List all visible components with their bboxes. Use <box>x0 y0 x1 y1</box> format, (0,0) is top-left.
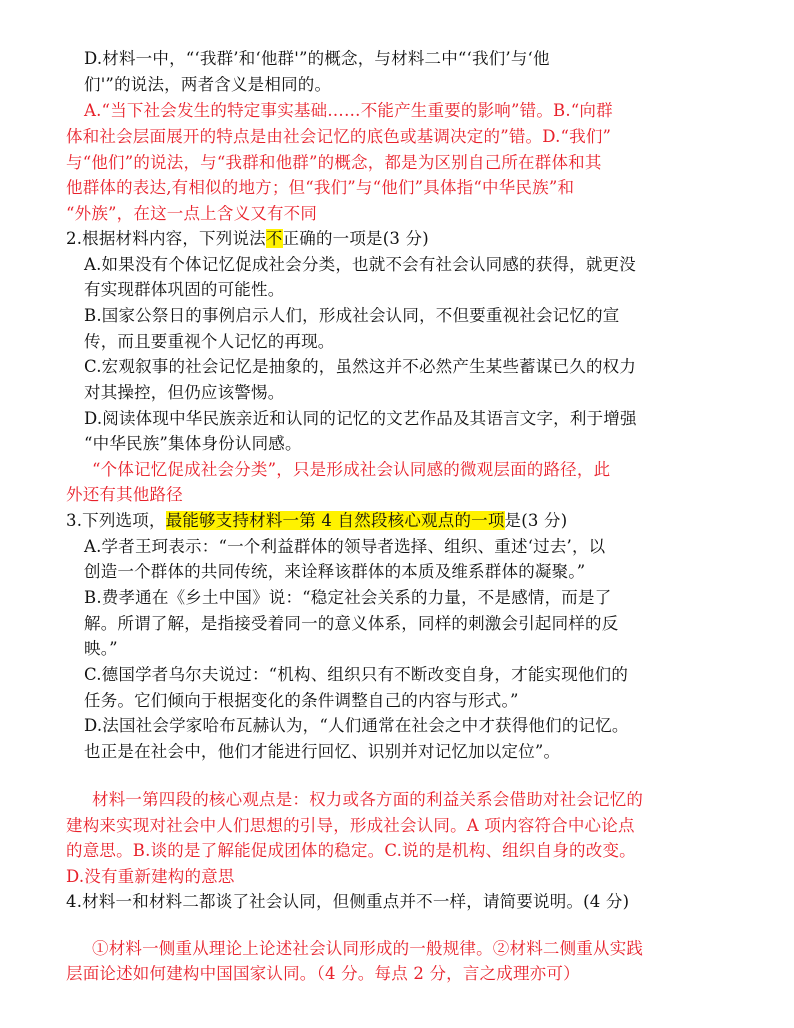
q3-stem-before: 3.下列选项， <box>66 511 166 530</box>
q2-option-b-line1: B.国家公祭日的事例启示人们，形成社会认同，不但要重视社会记忆的宣 <box>84 306 620 325</box>
q2-option-d-line2: “中华民族”集体身份认同感。 <box>84 434 302 453</box>
q2-option-a-line1: A.如果没有个体记忆促成社会分类，也就不会有社会认同感的获得，就更没 <box>84 255 636 274</box>
q1-option-d-line1: D.材料一中，“‘我群’和‘他群'”的概念，与材料二中“‘我们’与‘他 <box>84 49 550 68</box>
q1-option-d-line2: 们'”的说法，两者含义是相同的。 <box>84 75 332 94</box>
q3-stem-highlight: 最能够支持材料一第 4 自然段核心观点的一项 <box>165 511 505 530</box>
q3-answer-line4: D.没有重新建构的意思 <box>66 867 235 886</box>
q3-option-a-line1: A.学者王珂表示：“一个利益群体的领导者选择、组织、重述‘过去’，以 <box>84 537 606 556</box>
q2-option-c-line2: 对其操控，但仍应该警惕。 <box>84 383 285 402</box>
q1-answer-line1: A.“当下社会发生的特定事实基础……不能产生重要的影响”错。B.“向群 <box>84 101 613 120</box>
q2-stem-before: 2.根据材料内容，下列说法 <box>66 229 266 248</box>
q3-option-b-line1: B.费孝通在《乡土中国》说：“稳定社会关系的力量，不是感情，而是了 <box>84 588 612 607</box>
q2-stem-highlight: 不 <box>265 229 283 248</box>
q3-option-d-line2: 也正是在社会中，他们才能进行回忆、识别并对记忆加以定位”。 <box>84 742 561 761</box>
q1-answer-line5: “外族”，在这一点上含义又有不同 <box>66 204 318 223</box>
q3-stem <box>66 509 567 533</box>
q2-answer-line2: 外还有其他路径 <box>66 485 183 504</box>
q3-option-d-line1: D.法国社会学家哈布瓦赫认为，“人们通常在社会之中才获得他们的记忆。 <box>84 716 629 735</box>
q4-answer-line1: ①材料一侧重从理论上论述社会认同形成的一般规律。②材料二侧重从实践 <box>92 939 644 958</box>
q3-option-c-line1: C.德国学者乌尔夫说过：“机构、组织只有不断改变自身，才能实现他们的 <box>84 665 629 684</box>
q2-option-c-line1: C.宏观叙事的社会记忆是抽象的，虽然这并不必然产生某些蓄谋已久的权力 <box>84 357 637 376</box>
q3-answer-line2: 建构来实现对社会中人们思想的引导，形成社会认同。A 项内容符合中心论点 <box>66 816 635 835</box>
q4-answer-line2: 层面论述如何建构中国国家认同。（4 分。每点 2 分，言之成理亦可） <box>66 964 580 983</box>
q3-option-b-line3: 映。” <box>84 639 118 658</box>
q1-answer-line2: 体和社会层面展开的特点是由社会记忆的底色或基调决定的”错。D.“我们” <box>66 127 612 146</box>
q1-answer-line3: 与“他们”的说法，与“我群和他群”的概念，都是为区别自己所在群体和其 <box>66 153 602 172</box>
q4-stem: 4.材料一和材料二都谈了社会认同，但侧重点并不一样，请简要说明。(4 分) <box>66 892 630 911</box>
q3-option-a-line2: 创造一个群体的共同传统，来诠释该群体的本质及维系群体的凝聚。” <box>84 562 586 581</box>
q3-option-b-line2: 解。所谓了解，是指接受着同一的意义体系，同样的刺激会引起同样的反 <box>84 614 619 633</box>
q3-stem-after: 是(3 分) <box>504 511 568 530</box>
q3-option-c-line2: 任务。它们倾向于根据变化的条件调整自己的内容与形式。” <box>84 691 519 710</box>
q2-answer-line1: “个体记忆促成社会分类”，只是形成社会认同感的微观层面的路径，此 <box>92 460 611 479</box>
q1-answer-line4: 他群体的表达,有相似的地方；但“我们”与“他们”具体指“中华民族”和 <box>66 178 575 197</box>
q3-answer-line1: 材料一第四段的核心观点是：权力或各方面的利益关系会借助对社会记忆的 <box>92 790 644 809</box>
q3-answer-line3: 的意思。B.谈的是了解能促成团体的稳定。C.说的是机构、组织自身的改变。 <box>66 841 636 860</box>
q2-option-a-line2: 有实现群体巩固的可能性。 <box>84 280 285 299</box>
q2-stem-after: 正确的一项是(3 分) <box>282 229 429 248</box>
q2-stem <box>66 227 429 251</box>
q2-option-b-line2: 传，而且要重视个人记忆的再现。 <box>84 332 335 351</box>
q2-option-d-line1: D.阅读体现中华民族亲近和认同的记忆的文艺作品及其语言文字，利于增强 <box>84 409 637 428</box>
